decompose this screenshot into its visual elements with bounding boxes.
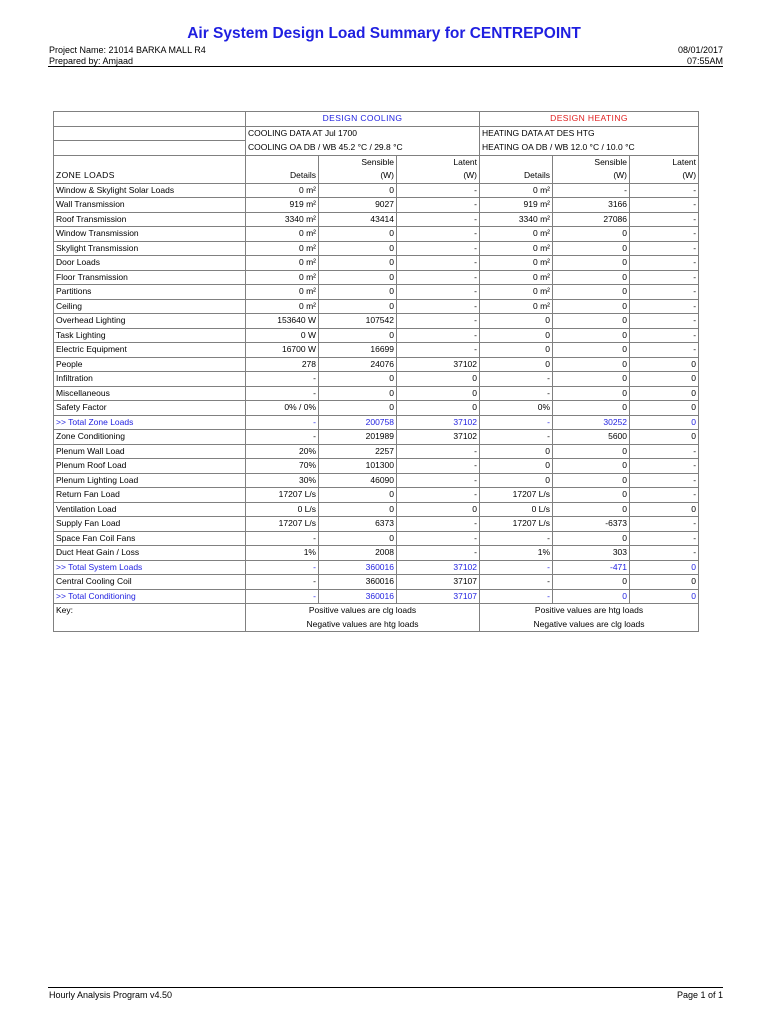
- heating-sensible: 0: [553, 270, 630, 285]
- column-header-row-2: [54, 169, 699, 183]
- cooling-details: 30%: [246, 473, 319, 488]
- key-heating-positive: Positive values are htg loads: [480, 604, 699, 618]
- design-heating-header: DESIGN HEATING: [480, 112, 699, 127]
- header-divider: [48, 66, 723, 67]
- table-row: [54, 343, 699, 358]
- design-cooling-header: DESIGN COOLING: [246, 112, 480, 127]
- table-row: [54, 328, 699, 343]
- heating-details: 0: [480, 343, 553, 358]
- heating-latent-header: Latent: [630, 155, 699, 169]
- cooling-latent: 37107: [397, 589, 480, 604]
- row-label: Supply Fan Load: [54, 517, 246, 532]
- cooling-sensible: 0: [319, 270, 397, 285]
- cooling-latent: -: [397, 473, 480, 488]
- heating-sensible: -471: [553, 560, 630, 575]
- heating-latent: -: [630, 517, 699, 532]
- cooling-sensible: 101300: [319, 459, 397, 474]
- heating-latent: 0: [630, 386, 699, 401]
- heating-details: 0 m²: [480, 183, 553, 198]
- row-label: Infiltration: [54, 372, 246, 387]
- cooling-sensible: 43414: [319, 212, 397, 227]
- section-header-row: [54, 112, 699, 127]
- load-rows: [54, 183, 699, 604]
- cooling-details: 70%: [246, 459, 319, 474]
- cooling-sensible: 360016: [319, 575, 397, 590]
- row-label: >> Total Zone Loads: [54, 415, 246, 430]
- cooling-latent: -: [397, 488, 480, 503]
- heating-latent: -: [630, 531, 699, 546]
- cooling-sensible: 0: [319, 531, 397, 546]
- heating-details: 0: [480, 357, 553, 372]
- heating-sensible: 0: [553, 256, 630, 271]
- cooling-sensible: 16699: [319, 343, 397, 358]
- row-label: Plenum Wall Load: [54, 444, 246, 459]
- key-cooling-negative: Negative values are htg loads: [246, 618, 480, 632]
- cooling-data-at: COOLING DATA AT Jul 1700: [246, 126, 480, 141]
- heating-details: -: [480, 372, 553, 387]
- row-label: Return Fan Load: [54, 488, 246, 503]
- cooling-sensible: 0: [319, 386, 397, 401]
- heating-data-at: HEATING DATA AT DES HTG: [480, 126, 699, 141]
- cooling-details: 17207 L/s: [246, 488, 319, 503]
- cooling-details: -: [246, 589, 319, 604]
- cooling-details: -: [246, 372, 319, 387]
- heating-sensible: -: [553, 183, 630, 198]
- cooling-latent: -: [397, 285, 480, 300]
- table-row: [54, 386, 699, 401]
- row-label: Space Fan Coil Fans: [54, 531, 246, 546]
- table-row: [54, 517, 699, 532]
- blank-cell: [480, 155, 553, 169]
- heating-latent: -: [630, 343, 699, 358]
- cooling-sensible: 2008: [319, 546, 397, 561]
- total-row: [54, 589, 699, 604]
- cooling-details: -: [246, 430, 319, 445]
- cooling-sensible: 201989: [319, 430, 397, 445]
- key-row-2: [54, 618, 699, 632]
- heating-latent: -: [630, 256, 699, 271]
- cooling-details: 0 m²: [246, 183, 319, 198]
- blank-cell: [246, 155, 319, 169]
- prepared-by: Prepared by: Amjaad: [49, 56, 134, 66]
- row-label: Overhead Lighting: [54, 314, 246, 329]
- cooling-sensible: 360016: [319, 560, 397, 575]
- load-summary-table: [53, 111, 699, 632]
- heating-latent: -: [630, 473, 699, 488]
- heating-details: 0 m²: [480, 256, 553, 271]
- heating-latent: -: [630, 459, 699, 474]
- heating-sensible: 0: [553, 589, 630, 604]
- cooling-sensible: 0: [319, 488, 397, 503]
- cooling-latent: 37107: [397, 575, 480, 590]
- table-row: [54, 241, 699, 256]
- heating-latent: 0: [630, 575, 699, 590]
- report-date: 08/01/2017: [677, 45, 723, 55]
- cooling-latent: -: [397, 314, 480, 329]
- heating-latent: -: [630, 241, 699, 256]
- row-label: People: [54, 357, 246, 372]
- heating-details: 0: [480, 459, 553, 474]
- row-label: Plenum Lighting Load: [54, 473, 246, 488]
- blank-cell: [54, 155, 246, 169]
- cooling-latent: -: [397, 299, 480, 314]
- heating-sensible: 0: [553, 575, 630, 590]
- cooling-latent: -: [397, 212, 480, 227]
- cooling-latent: 37102: [397, 357, 480, 372]
- cooling-latent-header: Latent: [397, 155, 480, 169]
- cooling-latent: 37102: [397, 415, 480, 430]
- heating-sensible: 0: [553, 401, 630, 416]
- table-row: [54, 227, 699, 242]
- cooling-latent: 0: [397, 502, 480, 517]
- cooling-details: 1%: [246, 546, 319, 561]
- heating-latent: -: [630, 314, 699, 329]
- heating-sensible: 303: [553, 546, 630, 561]
- table-row: [54, 444, 699, 459]
- blank-cell: [54, 618, 246, 632]
- table-row: [54, 198, 699, 213]
- zone-loads-label: ZONE LOADS: [54, 169, 246, 183]
- heating-latent: -: [630, 444, 699, 459]
- heating-details: 0: [480, 328, 553, 343]
- heating-details: 0 m²: [480, 227, 553, 242]
- heating-latent: -: [630, 546, 699, 561]
- cooling-details: 0% / 0%: [246, 401, 319, 416]
- heating-details: 919 m²: [480, 198, 553, 213]
- heating-sensible: 0: [553, 343, 630, 358]
- cooling-latent: -: [397, 241, 480, 256]
- cooling-latent: 0: [397, 401, 480, 416]
- cooling-latent: 0: [397, 372, 480, 387]
- table-row: [54, 488, 699, 503]
- blank-cell: [54, 126, 246, 141]
- report-time: 07:55AM: [686, 56, 723, 66]
- cooling-sensible: 24076: [319, 357, 397, 372]
- heating-details: 1%: [480, 546, 553, 561]
- heating-sensible: 5600: [553, 430, 630, 445]
- row-label: Ceiling: [54, 299, 246, 314]
- row-label: Floor Transmission: [54, 270, 246, 285]
- heating-details: 0: [480, 314, 553, 329]
- table-row: [54, 502, 699, 517]
- row-label: Duct Heat Gain / Loss: [54, 546, 246, 561]
- heating-latent: -: [630, 270, 699, 285]
- row-label: Safety Factor: [54, 401, 246, 416]
- cooling-latent: -: [397, 459, 480, 474]
- heating-latent-unit: (W): [630, 169, 699, 183]
- heating-sensible: -6373: [553, 517, 630, 532]
- heating-sensible: 0: [553, 488, 630, 503]
- heating-details: 0 m²: [480, 285, 553, 300]
- heating-details: 0: [480, 473, 553, 488]
- cooling-details: -: [246, 386, 319, 401]
- cooling-sensible: 0: [319, 183, 397, 198]
- report-title: Air System Design Load Summary for CENTREPOINT: [187, 25, 581, 42]
- cooling-details: 17207 L/s: [246, 517, 319, 532]
- cooling-details: 153640 W: [246, 314, 319, 329]
- cooling-details: 0 L/s: [246, 502, 319, 517]
- cooling-details: -: [246, 415, 319, 430]
- cooling-latent: 37102: [397, 560, 480, 575]
- row-label: Partitions: [54, 285, 246, 300]
- project-name: Project Name: 21014 BARKA MALL R4: [49, 45, 206, 55]
- row-label: Skylight Transmission: [54, 241, 246, 256]
- row-label: Door Loads: [54, 256, 246, 271]
- cooling-details: 0 m²: [246, 256, 319, 271]
- heating-sensible: 0: [553, 299, 630, 314]
- heating-details: 0%: [480, 401, 553, 416]
- cooling-sensible: 0: [319, 502, 397, 517]
- heating-latent: 0: [630, 372, 699, 387]
- heating-details: -: [480, 531, 553, 546]
- cooling-latent: -: [397, 546, 480, 561]
- heating-sensible: 0: [553, 444, 630, 459]
- cooling-details: 16700 W: [246, 343, 319, 358]
- cooling-details: 278: [246, 357, 319, 372]
- heating-sensible: 0: [553, 372, 630, 387]
- heating-latent: -: [630, 299, 699, 314]
- cooling-sensible: 6373: [319, 517, 397, 532]
- cooling-sensible: 0: [319, 241, 397, 256]
- program-name: Hourly Analysis Program v4.50: [49, 990, 173, 1000]
- cooling-data-row: [54, 126, 699, 141]
- footer-divider: [48, 987, 723, 988]
- cooling-latent: -: [397, 227, 480, 242]
- heating-details: -: [480, 415, 553, 430]
- cooling-latent: -: [397, 328, 480, 343]
- row-label: >> Total Conditioning: [54, 589, 246, 604]
- cooling-details: -: [246, 560, 319, 575]
- heating-sensible-header: Sensible: [553, 155, 630, 169]
- key-label: Key:: [54, 604, 246, 618]
- heating-details: -: [480, 575, 553, 590]
- heating-sensible: 0: [553, 314, 630, 329]
- heating-details: -: [480, 430, 553, 445]
- table-row: [54, 546, 699, 561]
- heating-oa-conditions: HEATING OA DB / WB 12.0 °C / 10.0 °C: [480, 141, 699, 156]
- row-label: Plenum Roof Load: [54, 459, 246, 474]
- cooling-details: 0 m²: [246, 285, 319, 300]
- cooling-sensible: 0: [319, 401, 397, 416]
- table-row: [54, 299, 699, 314]
- table-row: [54, 314, 699, 329]
- heating-details: 3340 m²: [480, 212, 553, 227]
- cooling-latent: -: [397, 270, 480, 285]
- table-row: [54, 212, 699, 227]
- row-label: Electric Equipment: [54, 343, 246, 358]
- blank-cell: [54, 112, 246, 127]
- heating-sensible: 0: [553, 502, 630, 517]
- cooling-details: 0 m²: [246, 270, 319, 285]
- row-label: Window Transmission: [54, 227, 246, 242]
- heating-details: 17207 L/s: [480, 488, 553, 503]
- row-label: >> Total System Loads: [54, 560, 246, 575]
- key-cooling-positive: Positive values are clg loads: [246, 604, 480, 618]
- heating-sensible: 0: [553, 531, 630, 546]
- heating-latent: 0: [630, 589, 699, 604]
- table-row: [54, 357, 699, 372]
- cooling-details: 0 W: [246, 328, 319, 343]
- cooling-sensible: 9027: [319, 198, 397, 213]
- cooling-sensible: 0: [319, 256, 397, 271]
- oa-conditions-row: [54, 141, 699, 156]
- row-label: Ventilation Load: [54, 502, 246, 517]
- heating-sensible: 0: [553, 357, 630, 372]
- heating-sensible: 0: [553, 227, 630, 242]
- heating-latent: -: [630, 183, 699, 198]
- heating-latent: -: [630, 285, 699, 300]
- table-row: [54, 372, 699, 387]
- heating-latent: -: [630, 212, 699, 227]
- row-label: Wall Transmission: [54, 198, 246, 213]
- column-header-row-1: [54, 155, 699, 169]
- blank-cell: [54, 141, 246, 156]
- heating-latent: 0: [630, 415, 699, 430]
- cooling-latent: -: [397, 198, 480, 213]
- heating-latent: 0: [630, 401, 699, 416]
- row-label: Roof Transmission: [54, 212, 246, 227]
- heating-sensible: 30252: [553, 415, 630, 430]
- cooling-latent: -: [397, 256, 480, 271]
- row-label: Task Lighting: [54, 328, 246, 343]
- cooling-latent: -: [397, 444, 480, 459]
- cooling-details: 0 m²: [246, 299, 319, 314]
- heating-latent: 0: [630, 357, 699, 372]
- row-label: Window & Skylight Solar Loads: [54, 183, 246, 198]
- table-row: [54, 575, 699, 590]
- heating-sensible: 27086: [553, 212, 630, 227]
- cooling-latent: 37102: [397, 430, 480, 445]
- table-row: [54, 401, 699, 416]
- row-label: Zone Conditioning: [54, 430, 246, 445]
- heating-details-header: Details: [480, 169, 553, 183]
- cooling-details: -: [246, 575, 319, 590]
- cooling-sensible: 46090: [319, 473, 397, 488]
- heating-sensible: 0: [553, 285, 630, 300]
- heating-sensible-unit: (W): [553, 169, 630, 183]
- total-row: [54, 560, 699, 575]
- heating-details: 17207 L/s: [480, 517, 553, 532]
- heating-latent: -: [630, 488, 699, 503]
- heating-latent: 0: [630, 430, 699, 445]
- cooling-sensible: 360016: [319, 589, 397, 604]
- heating-sensible: 0: [553, 386, 630, 401]
- heating-sensible: 0: [553, 328, 630, 343]
- cooling-latent: -: [397, 531, 480, 546]
- heating-sensible: 3166: [553, 198, 630, 213]
- cooling-sensible: 0: [319, 227, 397, 242]
- cooling-details: 3340 m²: [246, 212, 319, 227]
- heating-details: 0 L/s: [480, 502, 553, 517]
- heating-latent: 0: [630, 502, 699, 517]
- heating-details: -: [480, 560, 553, 575]
- table-row: [54, 183, 699, 198]
- heating-details: -: [480, 589, 553, 604]
- cooling-sensible-unit: (W): [319, 169, 397, 183]
- key-row-1: [54, 604, 699, 618]
- cooling-sensible: 0: [319, 328, 397, 343]
- heating-details: 0 m²: [480, 299, 553, 314]
- row-label: Central Cooling Coil: [54, 575, 246, 590]
- heating-details: -: [480, 386, 553, 401]
- cooling-oa-conditions: COOLING OA DB / WB 45.2 °C / 29.8 °C: [246, 141, 480, 156]
- cooling-latent: -: [397, 343, 480, 358]
- cooling-details: -: [246, 531, 319, 546]
- heating-sensible: 0: [553, 459, 630, 474]
- heating-sensible: 0: [553, 241, 630, 256]
- heating-sensible: 0: [553, 473, 630, 488]
- cooling-sensible: 200758: [319, 415, 397, 430]
- heating-latent: -: [630, 328, 699, 343]
- cooling-latent: -: [397, 517, 480, 532]
- cooling-details: 20%: [246, 444, 319, 459]
- heating-details: 0 m²: [480, 241, 553, 256]
- cooling-sensible: 0: [319, 372, 397, 387]
- table-row: [54, 459, 699, 474]
- page-number: Page 1 of 1: [676, 990, 723, 1000]
- cooling-latent: -: [397, 183, 480, 198]
- table-row: [54, 270, 699, 285]
- cooling-details: 919 m²: [246, 198, 319, 213]
- key-heating-negative: Negative values are clg loads: [480, 618, 699, 632]
- table-row: [54, 473, 699, 488]
- table-row: [54, 285, 699, 300]
- cooling-sensible: 0: [319, 299, 397, 314]
- total-row: [54, 415, 699, 430]
- table-row: [54, 531, 699, 546]
- row-label: Miscellaneous: [54, 386, 246, 401]
- heating-latent: 0: [630, 560, 699, 575]
- cooling-details: 0 m²: [246, 241, 319, 256]
- cooling-latent-unit: (W): [397, 169, 480, 183]
- heating-details: 0: [480, 444, 553, 459]
- heating-latent: -: [630, 227, 699, 242]
- table-row: [54, 256, 699, 271]
- cooling-latent: 0: [397, 386, 480, 401]
- cooling-sensible: 2257: [319, 444, 397, 459]
- cooling-sensible-header: Sensible: [319, 155, 397, 169]
- heating-details: 0 m²: [480, 270, 553, 285]
- cooling-sensible: 0: [319, 285, 397, 300]
- cooling-sensible: 107542: [319, 314, 397, 329]
- cooling-details-header: Details: [246, 169, 319, 183]
- table-row: [54, 430, 699, 445]
- heating-latent: -: [630, 198, 699, 213]
- cooling-details: 0 m²: [246, 227, 319, 242]
